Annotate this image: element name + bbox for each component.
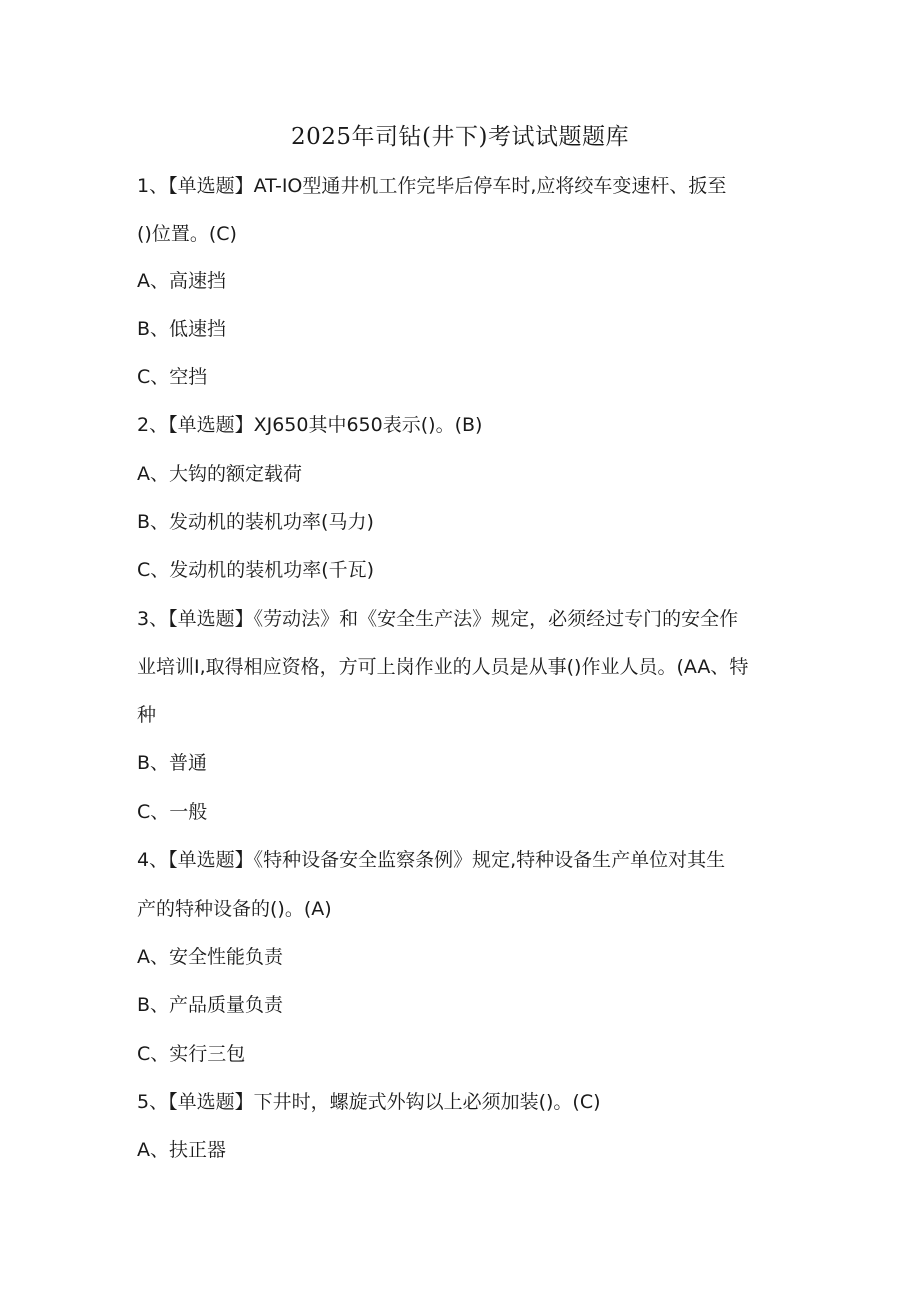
question-2-stem: 2、【单选题】XJ650其中650表示()。(B)	[137, 414, 483, 436]
question-5-stem: 5、【单选题】下井时，螺旋式外钩以上必须加装()。(C)	[137, 1091, 601, 1113]
question-3-stem-line-1: 3、【单选题】《劳动法》和《安全生产法》规定，必须经过专门的安全作	[137, 608, 739, 630]
question-2-option-c: C、发动机的装机功率(千瓦)	[137, 559, 375, 581]
question-3-option-b: B、普通	[137, 752, 208, 774]
question-4-stem-line-2: 产的特种设备的()。(A)	[137, 898, 332, 920]
question-3-stem-line-3: 种	[137, 704, 157, 726]
question-5-option-a: A、扶正器	[137, 1139, 226, 1161]
question-4-option-b: B、产品质量负责	[137, 994, 284, 1016]
question-4-option-a: A、安全性能负责	[137, 946, 283, 968]
question-3-stem-line-2: 业培训I,取得相应资格，方可上岗作业的人员是从事()作业人员。(AA、特	[137, 656, 749, 678]
question-1-option-c: C、空挡	[137, 366, 208, 388]
question-3-option-c: C、一般	[137, 801, 208, 823]
question-4-option-c: C、实行三包	[137, 1043, 246, 1065]
question-2-option-b: B、发动机的装机功率(马力)	[137, 511, 374, 533]
question-1-stem-line-2: ()位置。(C)	[137, 223, 237, 245]
question-2-option-a: A、大钩的额定载荷	[137, 463, 302, 485]
question-1-option-a: A、高速挡	[137, 270, 226, 292]
document-title: 2025年司钻(井下)考试试题题库	[291, 124, 629, 150]
question-4-stem-line-1: 4、【单选题】《特种设备安全监察条例》规定,特种设备生产单位对其生	[137, 849, 726, 871]
question-1-option-b: B、低速挡	[137, 318, 227, 340]
question-1-stem-line-1: 1、【单选题】AT-IO型通井机工作完毕后停车时,应将绞车变速杆、扳至	[137, 175, 727, 197]
